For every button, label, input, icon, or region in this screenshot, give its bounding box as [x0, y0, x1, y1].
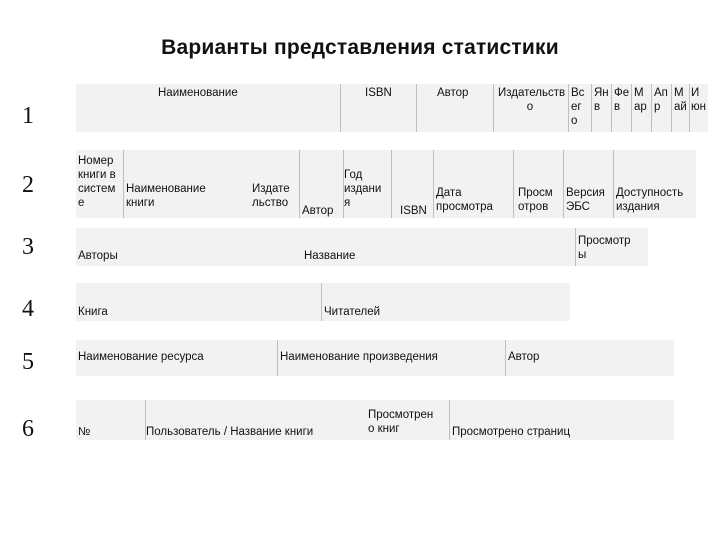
table-cell: Просмотрен о книг	[368, 400, 450, 440]
row-number-1: 1	[22, 103, 34, 129]
table-cell: Ян в	[592, 84, 612, 132]
table-cell: Просмотрено страниц	[452, 426, 571, 438]
table-cell: И юн	[691, 87, 706, 113]
table-cell: Наименование	[76, 84, 341, 132]
table-cell: Версия ЭБС	[564, 150, 614, 218]
table-variant-3	[76, 228, 648, 266]
table-cell: Автор	[300, 150, 344, 218]
table-cell: Название	[302, 228, 576, 266]
table-cell: Читателей	[324, 306, 381, 318]
table-cell: Наименование ресурса	[76, 340, 278, 376]
row-number-4: 4	[22, 296, 34, 322]
table-cell: Фе в	[612, 84, 632, 132]
page-title: Варианты представления статистики	[161, 36, 559, 59]
table-cell: Автор	[417, 84, 494, 132]
table-cell: ISBN	[392, 150, 434, 218]
table-variant-1	[76, 84, 708, 132]
row-number-3: 3	[22, 234, 34, 260]
table-variant-4	[76, 283, 570, 321]
table-cell: ISBN	[341, 84, 417, 132]
table-cell: Наименование произведения	[278, 340, 506, 376]
table-cell: Дата просмотра	[434, 150, 514, 218]
table-cell: Вс ег о	[569, 84, 592, 132]
table-cell: Издате льство	[250, 150, 300, 218]
table-cell: М ар	[632, 84, 652, 132]
table-variant-6	[76, 400, 674, 440]
table-cell: Авторы	[78, 250, 118, 262]
table-cell: Просмотр ы	[578, 235, 631, 261]
row-number-5: 5	[22, 349, 34, 375]
row-number-2: 2	[22, 172, 34, 198]
table-cell: М ай	[672, 84, 690, 132]
table-cell: Книга	[76, 283, 322, 321]
table-cell: Доступность издания	[616, 187, 684, 213]
table-cell: Ап р	[652, 84, 672, 132]
table-cell: Наименование книги	[126, 183, 206, 209]
table-cell: Издательств о	[494, 84, 569, 132]
table-cell: №	[76, 400, 146, 440]
table-cell: Просм отров	[514, 150, 564, 218]
table-cell: Автор	[508, 351, 540, 363]
table-cell: Номер книги в систем е	[76, 150, 124, 218]
table-cell: Год издани я	[344, 150, 392, 218]
table-variant-5	[76, 340, 674, 376]
table-cell: Пользователь / Название книги	[146, 426, 314, 438]
table-variant-2	[76, 150, 696, 218]
row-number-6: 6	[22, 416, 34, 442]
